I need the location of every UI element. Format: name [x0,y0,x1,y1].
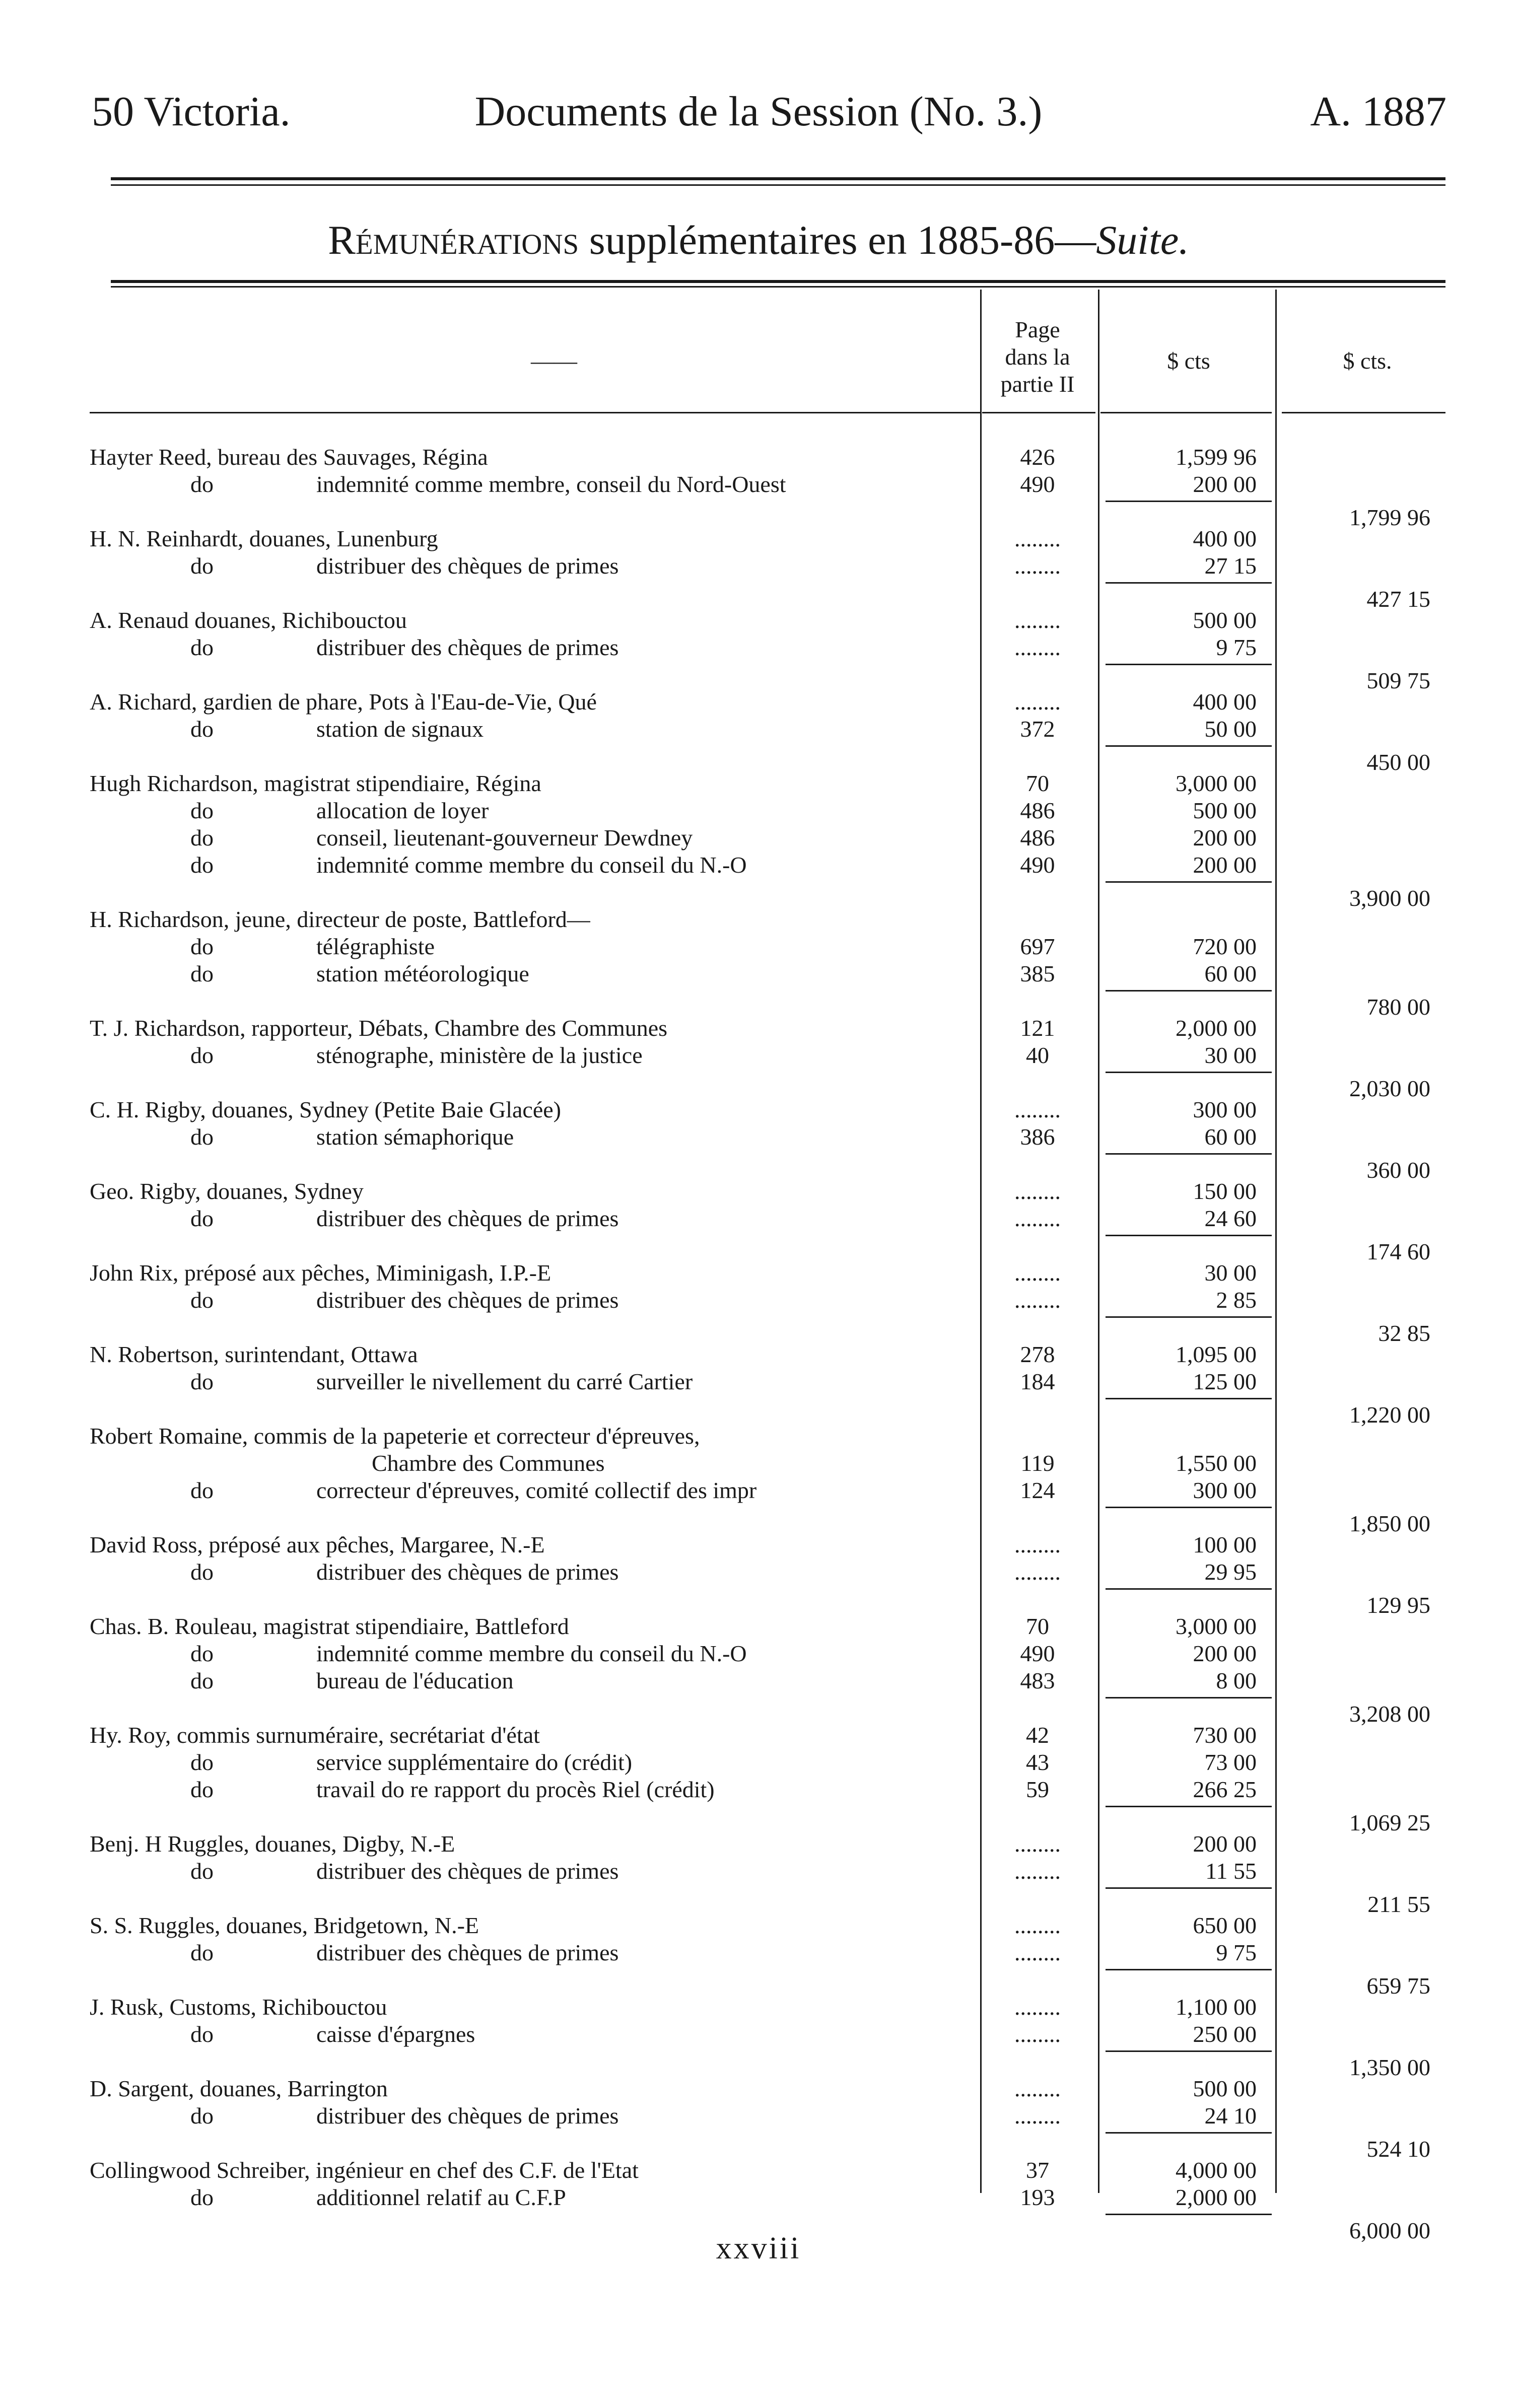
page-reference: ........ [1014,553,1061,579]
page-reference: ........ [1014,1831,1061,1857]
group-total: 1,069 25 [1349,1810,1430,1835]
page-reference: ........ [1014,1260,1061,1286]
entry-sub-description: do télégraphiste [90,933,974,961]
ditto-mark: do [190,1940,214,1965]
entry-description: Benj. H Ruggles, douanes, Digby, N.-E [90,1831,455,1857]
amount-cell: 266 25 [1193,1777,1257,1802]
ditto-mark: do [190,716,214,742]
entry-description: S. S. Ruggles, douanes, Bridgetown, N.-E [90,1913,479,1938]
page-reference: ........ [1014,1287,1061,1313]
ditto-mark: do [190,1477,214,1503]
page-column-head: Page dans la partie II [1000,317,1075,397]
amount-cell: 200 00 [1193,471,1257,497]
group-total: 174 60 [1366,1239,1430,1264]
column-divider [980,290,982,2193]
page-reference: ........ [1014,1858,1061,1884]
amount-cell: 500 00 [1193,607,1257,633]
ditto-mark: do [190,634,214,660]
page-reference: 70 [1026,1613,1049,1639]
group-total: 1,799 96 [1349,505,1430,530]
amount-cell: 60 00 [1204,961,1257,986]
page-reference: 490 [1020,1641,1055,1666]
ditto-mark: do [190,2021,214,2047]
page-reference: 486 [1020,825,1055,851]
ditto-mark: do [190,1042,214,1068]
page-reference: ........ [1014,1994,1061,2020]
page-reference: 490 [1020,852,1055,878]
page-reference: 37 [1026,2157,1049,2183]
header-year: A. 1887 [1310,88,1446,135]
amount-cell: 730 00 [1193,1722,1257,1748]
amount-cell: 30 00 [1204,1042,1257,1068]
page-reference: ........ [1014,1559,1061,1585]
amount-cell: 200 00 [1193,852,1257,878]
page-reference: 119 [1020,1450,1055,1476]
group-total: 1,220 00 [1349,1402,1430,1428]
blank-column-head: —— [531,348,577,374]
subtotal-rule [1106,1806,1272,1807]
group-total: 3,900 00 [1349,885,1430,911]
page-reference: 59 [1026,1777,1049,1802]
amount-cell: 1,100 00 [1176,1994,1257,2020]
entry-description: Hayter Reed, bureau des Sauvages, Régina [90,444,488,470]
page-number: xxviii [716,2231,801,2265]
column-head-rule [1282,412,1445,413]
page-reference: 124 [1020,1477,1055,1503]
amount-cell: 50 00 [1204,716,1257,742]
subtotal-rule [1106,2214,1272,2215]
total-column-head: $ cts. [1343,348,1392,374]
subtotal-rule [1106,1072,1272,1073]
amount-cell: 73 00 [1204,1749,1257,1775]
ditto-mark: do [190,1749,214,1775]
entry-sub-description: do distribuer des chèques de primes [90,1286,974,1314]
title-rule-thin [111,286,1445,288]
group-total: 2,030 00 [1349,1076,1430,1101]
entry-sub-description: do correcteur d'épreuves, comité collectif des impr [90,1476,974,1505]
amount-cell: 29 95 [1204,1559,1257,1585]
subtotal-rule [1106,664,1272,665]
entry-sub-description: do travail do re rapport du procès Riel (crédit) [90,1776,974,1804]
column-divider [1098,290,1099,2193]
entry-sub-description: Chambre des Communes [372,1450,605,1476]
amount-cell: 8 00 [1216,1668,1257,1693]
amount-cell: 24 10 [1204,2103,1257,2129]
amount-cell: 2,000 00 [1176,2184,1257,2210]
amount-cell: 2,000 00 [1176,1015,1257,1041]
amount-cell: 11 55 [1205,1858,1257,1884]
group-total: 450 00 [1366,749,1430,775]
entry-description: C. H. Rigby, douanes, Sydney (Petite Baie Glacée) [90,1097,561,1122]
group-total: 32 85 [1378,1320,1430,1346]
entry-sub-description: do service supplémentaire do (crédit) [90,1748,974,1777]
group-total: 509 75 [1366,668,1430,693]
group-total: 659 75 [1366,1973,1430,1999]
entry-sub-description: do indemnité comme membre, conseil du Nord-Ouest [90,470,974,499]
entry-description: Robert Romaine, commis de la papeterie et correcteur d'épreuves, [90,1423,700,1449]
group-total: 3,208 00 [1349,1701,1430,1727]
group-total: 524 10 [1366,2136,1430,2162]
page-reference: 42 [1026,1722,1049,1748]
page-reference: ........ [1014,1206,1061,1231]
ditto-mark: do [190,1641,214,1666]
title-rule [111,280,1445,283]
page-reference: 372 [1020,716,1055,742]
subtotal-rule [1106,1398,1272,1399]
amount-cell: 150 00 [1193,1178,1257,1204]
group-total: 1,350 00 [1349,2055,1430,2080]
group-total: 6,000 00 [1349,2218,1430,2243]
amount-cell: 100 00 [1193,1532,1257,1557]
amount-cell: 720 00 [1193,934,1257,959]
subtotal-rule [1106,745,1272,747]
entry-sub-description: do additionnel relatif au C.F.P [90,2183,974,2212]
entry-description: D. Sargent, douanes, Barrington [90,2076,388,2101]
ditto-mark: do [190,1858,214,1884]
page-reference: 486 [1020,798,1055,823]
page-reference: 70 [1026,770,1049,796]
entry-sub-description: do indemnité comme membre du conseil du N.-O [90,851,974,879]
entry-description: N. Robertson, surintendant, Ottawa [90,1341,418,1367]
subtotal-rule [1106,1887,1272,1889]
amount-cell: 4,000 00 [1176,2157,1257,2183]
page-reference: ........ [1014,1940,1061,1965]
page-reference: 40 [1026,1042,1049,1068]
page-reference: ........ [1014,1913,1061,1938]
amount-cell: 200 00 [1193,825,1257,851]
amount-cell: 60 00 [1204,1124,1257,1150]
subtotal-rule [1106,1507,1272,1508]
amount-cell: 1,095 00 [1176,1341,1257,1367]
entry-description: J. Rusk, Customs, Richibouctou [90,1994,387,2020]
page-reference: 426 [1020,444,1055,470]
group-total: 360 00 [1366,1157,1430,1183]
amount-cell: 125 00 [1193,1369,1257,1394]
entry-description: Hugh Richardson, magistrat stipendiaire, Régina [90,770,541,796]
ditto-mark: do [190,852,214,878]
entry-description: A. Renaud douanes, Richibouctou [90,607,407,633]
header-rule [111,177,1445,180]
amount-cell: 9 75 [1216,1940,1257,1965]
entry-description: Chas. B. Rouleau, magistrat stipendiaire, Battleford [90,1613,569,1639]
subtotal-rule [1106,881,1272,883]
header-session-year: 50 Victoria. [92,88,291,135]
entry-sub-description: do distribuer des chèques de primes [90,1205,974,1233]
column-head-rule [90,412,981,413]
ditto-mark: do [190,1369,214,1394]
column-head-rule [982,412,1095,413]
amount-cell: 300 00 [1193,1477,1257,1503]
subtotal-rule [1106,1235,1272,1236]
page-reference: 184 [1020,1369,1055,1394]
amount-cell: 24 60 [1204,1206,1257,1231]
subtotal-rule [1106,501,1272,502]
ditto-mark: do [190,1777,214,1802]
entry-sub-description: do surveiller le nivellement du carré Cartier [90,1368,974,1396]
amount-cell: 400 00 [1193,526,1257,551]
entry-sub-description: do station de signaux [90,715,974,743]
ditto-mark: do [190,471,214,497]
page-reference: 386 [1020,1124,1055,1150]
header-document-title: Documents de la Session (No. 3.) [474,88,1043,135]
ditto-mark: do [190,1206,214,1231]
ditto-mark: do [190,2103,214,2129]
ditto-mark: do [190,553,214,579]
page-reference: 43 [1026,1749,1049,1775]
amount-cell: 650 00 [1193,1913,1257,1938]
group-total: 129 95 [1366,1592,1430,1618]
amount-cell: 3,000 00 [1176,1613,1257,1639]
entry-description: Collingwood Schreiber, ingénieur en chef des C.F. de l'Etat [90,2157,639,2183]
page-reference: ........ [1014,1097,1061,1122]
entry-description: H. N. Reinhardt, douanes, Lunenburg [90,526,438,551]
page-reference: ........ [1014,689,1061,715]
entry-sub-description: do conseil, lieutenant-gouverneur Dewdney [90,824,974,852]
amount-cell: 1,599 96 [1176,444,1257,470]
page-reference: 697 [1020,934,1055,959]
entry-sub-description: do distribuer des chèques de primes [90,1939,974,1967]
subtotal-rule [1106,1153,1272,1155]
ditto-mark: do [190,1668,214,1693]
entry-sub-description: do distribuer des chèques de primes [90,1857,974,1885]
amount-cell: 400 00 [1193,689,1257,715]
amount-cell: 250 00 [1193,2021,1257,2047]
amount-cell: 200 00 [1193,1641,1257,1666]
group-total: 1,850 00 [1349,1511,1430,1536]
page-reference: 121 [1020,1015,1055,1041]
amount-cell: 27 15 [1204,553,1257,579]
ditto-mark: do [190,1124,214,1150]
ditto-mark: do [190,1287,214,1313]
page-reference: ........ [1014,2021,1061,2047]
entry-sub-description: do bureau de l'éducation [90,1667,974,1695]
page-reference: ........ [1014,634,1061,660]
subtotal-rule [1106,1316,1272,1318]
amount-cell: 2 85 [1216,1287,1257,1313]
amount-cell: 30 00 [1204,1260,1257,1286]
ditto-mark: do [190,1559,214,1585]
page-reference: 193 [1020,2184,1055,2210]
group-total: 780 00 [1366,994,1430,1020]
entry-sub-description: do sténographe, ministère de la justice [90,1041,974,1070]
subtotal-rule [1106,1588,1272,1590]
amount-column-head: $ cts [1167,348,1210,374]
entry-sub-description: do distribuer des chèques de primes [90,633,974,662]
group-total: 427 15 [1366,586,1430,612]
page-reference: ........ [1014,1178,1061,1204]
amount-cell: 200 00 [1193,1831,1257,1857]
entry-sub-description: do distribuer des chèques de primes [90,2102,974,2130]
page-reference: 278 [1020,1341,1055,1367]
subtotal-rule [1106,990,1272,991]
page-reference: 385 [1020,961,1055,986]
ditto-mark: do [190,825,214,851]
amount-cell: 1,550 00 [1176,1450,1257,1476]
page-reference: ........ [1014,2076,1061,2101]
page-reference: ........ [1014,526,1061,551]
amount-cell: 3,000 00 [1176,770,1257,796]
amount-cell: 500 00 [1193,798,1257,823]
amount-cell: 9 75 [1216,634,1257,660]
entry-description: David Ross, préposé aux pêches, Margaree, N.-E [90,1532,545,1557]
subtotal-rule [1106,1697,1272,1698]
subtotal-rule [1106,2050,1272,2052]
column-divider [1275,290,1277,2193]
page-reference: ........ [1014,2103,1061,2129]
entry-description: A. Richard, gardien de phare, Pots à l'Eau-de-Vie, Qué [90,689,597,715]
page-reference: 483 [1020,1668,1055,1693]
amount-cell: 300 00 [1193,1097,1257,1122]
subtotal-rule [1106,582,1272,584]
entry-sub-description: do station météorologique [90,960,974,988]
entry-description: Hy. Roy, commis surnuméraire, secrétariat d'état [90,1722,540,1748]
entry-sub-description: do indemnité comme membre du conseil du N.-O [90,1640,974,1668]
entry-sub-description: do station sémaphorique [90,1123,974,1151]
ditto-mark: do [190,2184,214,2210]
entry-sub-description: do distribuer des chèques de primes [90,1558,974,1586]
page-reference: 490 [1020,471,1055,497]
entry-description: John Rix, préposé aux pêches, Miminigash, I.P.-E [90,1260,551,1286]
entry-sub-description: do distribuer des chèques de primes [90,552,974,580]
amount-cell: 500 00 [1193,2076,1257,2101]
entry-description: T. J. Richardson, rapporteur, Débats, Chambre des Communes [90,1015,668,1041]
entry-sub-description: do caisse d'épargnes [90,2020,974,2048]
ditto-mark: do [190,798,214,823]
ditto-mark: do [190,961,214,986]
page-title: Rémunérations supplémentaires en 1885-86—Suite. [328,217,1189,263]
group-total: 211 55 [1367,1891,1430,1917]
subtotal-rule [1106,1969,1272,1970]
page-reference: ........ [1014,607,1061,633]
header-rule-thin [111,184,1445,186]
entry-description: H. Richardson, jeune, directeur de poste, Battleford— [90,906,590,932]
ditto-mark: do [190,934,214,959]
entry-description: Geo. Rigby, douanes, Sydney [90,1178,364,1204]
column-head-rule [1100,412,1272,413]
subtotal-rule [1106,2132,1272,2134]
entry-sub-description: do allocation de loyer [90,797,974,825]
page-reference: ........ [1014,1532,1061,1557]
